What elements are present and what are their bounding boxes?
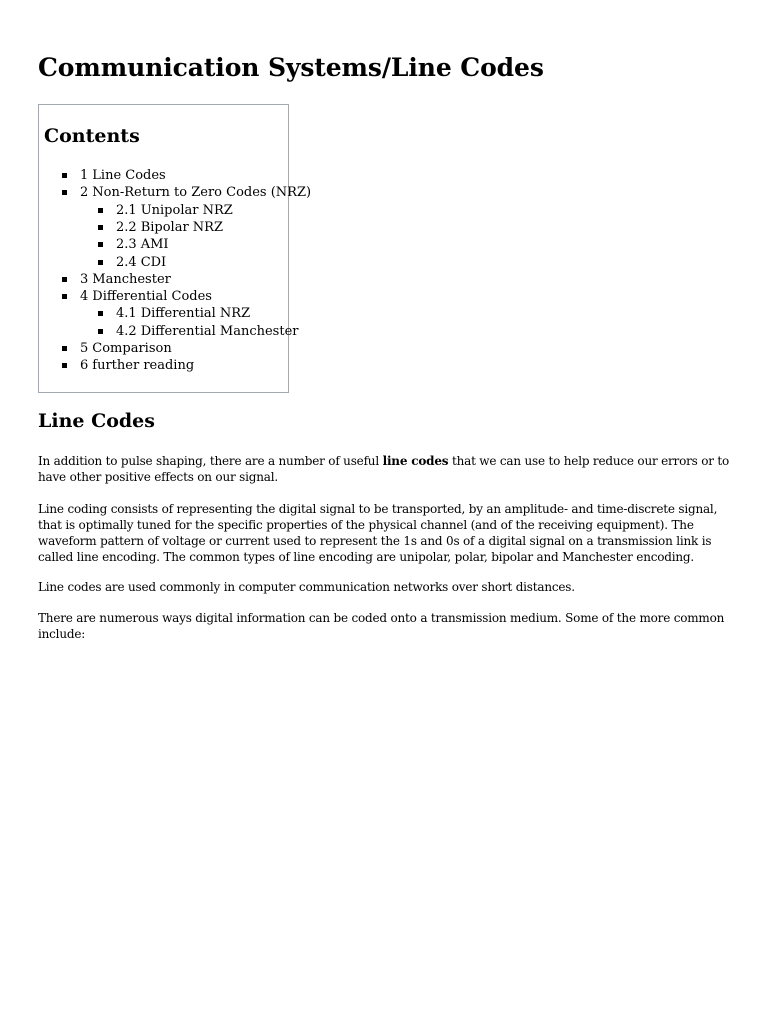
bullet-icon bbox=[62, 346, 67, 351]
bullet-icon bbox=[62, 173, 67, 178]
toc-item-comparison[interactable] bbox=[80, 341, 172, 357]
toc-item-label: Differential Codes bbox=[92, 289, 212, 304]
toc-item-label: Bipolar NRZ bbox=[140, 220, 223, 235]
toc-item-label: Line Codes bbox=[92, 168, 166, 183]
paragraph-methods: There are numerous ways digital information can be coded onto a transmission medium. Some of the more common include: bbox=[38, 611, 725, 641]
toc-item-number: 4 bbox=[80, 289, 89, 304]
toc-item-unipolar-nrz[interactable] bbox=[116, 203, 233, 219]
toc-title: Contents bbox=[44, 125, 140, 147]
toc-item-nrz[interactable] bbox=[80, 185, 311, 201]
paragraph-text: that we can use to help reduce our errors or to have other positive effects on our signal. bbox=[38, 454, 730, 484]
bullet-icon bbox=[98, 329, 103, 334]
toc-item-differential-manchester[interactable] bbox=[116, 324, 298, 340]
toc-item-number: 2.4 bbox=[116, 255, 137, 270]
toc-item-differential-nrz[interactable] bbox=[116, 306, 250, 322]
bullet-icon bbox=[62, 277, 67, 282]
section-heading-line-codes: Line Codes bbox=[38, 410, 155, 432]
bullet-icon bbox=[98, 260, 103, 265]
toc-item-line-codes[interactable] bbox=[80, 168, 166, 184]
paragraph-intro bbox=[38, 453, 738, 485]
toc-item-manchester[interactable] bbox=[80, 272, 171, 288]
toc-item-cdi[interactable] bbox=[116, 255, 166, 271]
toc-item-number: 2.1 bbox=[116, 203, 137, 218]
bullet-icon bbox=[62, 294, 67, 299]
toc-item-label: Differential NRZ bbox=[140, 306, 251, 321]
toc-item-number: 2.2 bbox=[116, 220, 137, 235]
paragraph-usage: Line codes are used commonly in computer communication networks over short distances. bbox=[38, 580, 575, 594]
page-title: Communication Systems/Line Codes bbox=[38, 53, 544, 82]
bullet-icon bbox=[98, 242, 103, 247]
toc-item-label: Differential Manchester bbox=[140, 324, 299, 339]
bold-term: line codes bbox=[382, 454, 449, 468]
paragraph-text: In addition to pulse shaping, there are a number of useful bbox=[38, 454, 383, 468]
toc-item-label: AMI bbox=[140, 237, 169, 252]
toc-item-number: 3 bbox=[80, 272, 89, 287]
paragraph-definition: Line coding consists of representing the digital signal to be transported, by an amplitude- and time-discrete signal, that is optimally tuned for the specific properties of the physical channel (and of the receiving equipment). The waveform pattern of voltage or current used to represent the 1s and 0s of a digital signal on a transmission link is called line encoding. The common types of line encoding are unipolar, polar, bipolar and Manchester encoding. bbox=[38, 502, 718, 564]
toc-item-number: 4.1 bbox=[116, 306, 137, 321]
bullet-icon bbox=[98, 311, 103, 316]
toc-item-number: 1 bbox=[80, 168, 89, 183]
bullet-icon bbox=[62, 363, 67, 368]
toc-item-differential-codes[interactable] bbox=[80, 289, 212, 305]
toc-item-number: 6 bbox=[80, 358, 89, 373]
toc-item-label: CDI bbox=[140, 255, 167, 270]
toc-item-number: 2.3 bbox=[116, 237, 137, 252]
toc-item-further-reading[interactable] bbox=[80, 358, 194, 374]
toc-item-bipolar-nrz[interactable] bbox=[116, 220, 223, 236]
bullet-icon bbox=[62, 190, 67, 195]
toc-item-label: Comparison bbox=[92, 341, 172, 356]
toc-item-number: 5 bbox=[80, 341, 89, 356]
toc-item-label: Unipolar NRZ bbox=[140, 203, 233, 218]
toc-item-label: Non-Return to Zero Codes (NRZ) bbox=[92, 185, 312, 200]
toc-item-label: further reading bbox=[92, 358, 195, 373]
toc-item-ami[interactable] bbox=[116, 237, 169, 253]
toc-item-label: Manchester bbox=[92, 272, 171, 287]
toc-item-number: 4.2 bbox=[116, 324, 137, 339]
toc-item-number: 2 bbox=[80, 185, 89, 200]
bullet-icon bbox=[98, 225, 103, 230]
bullet-icon bbox=[98, 208, 103, 213]
